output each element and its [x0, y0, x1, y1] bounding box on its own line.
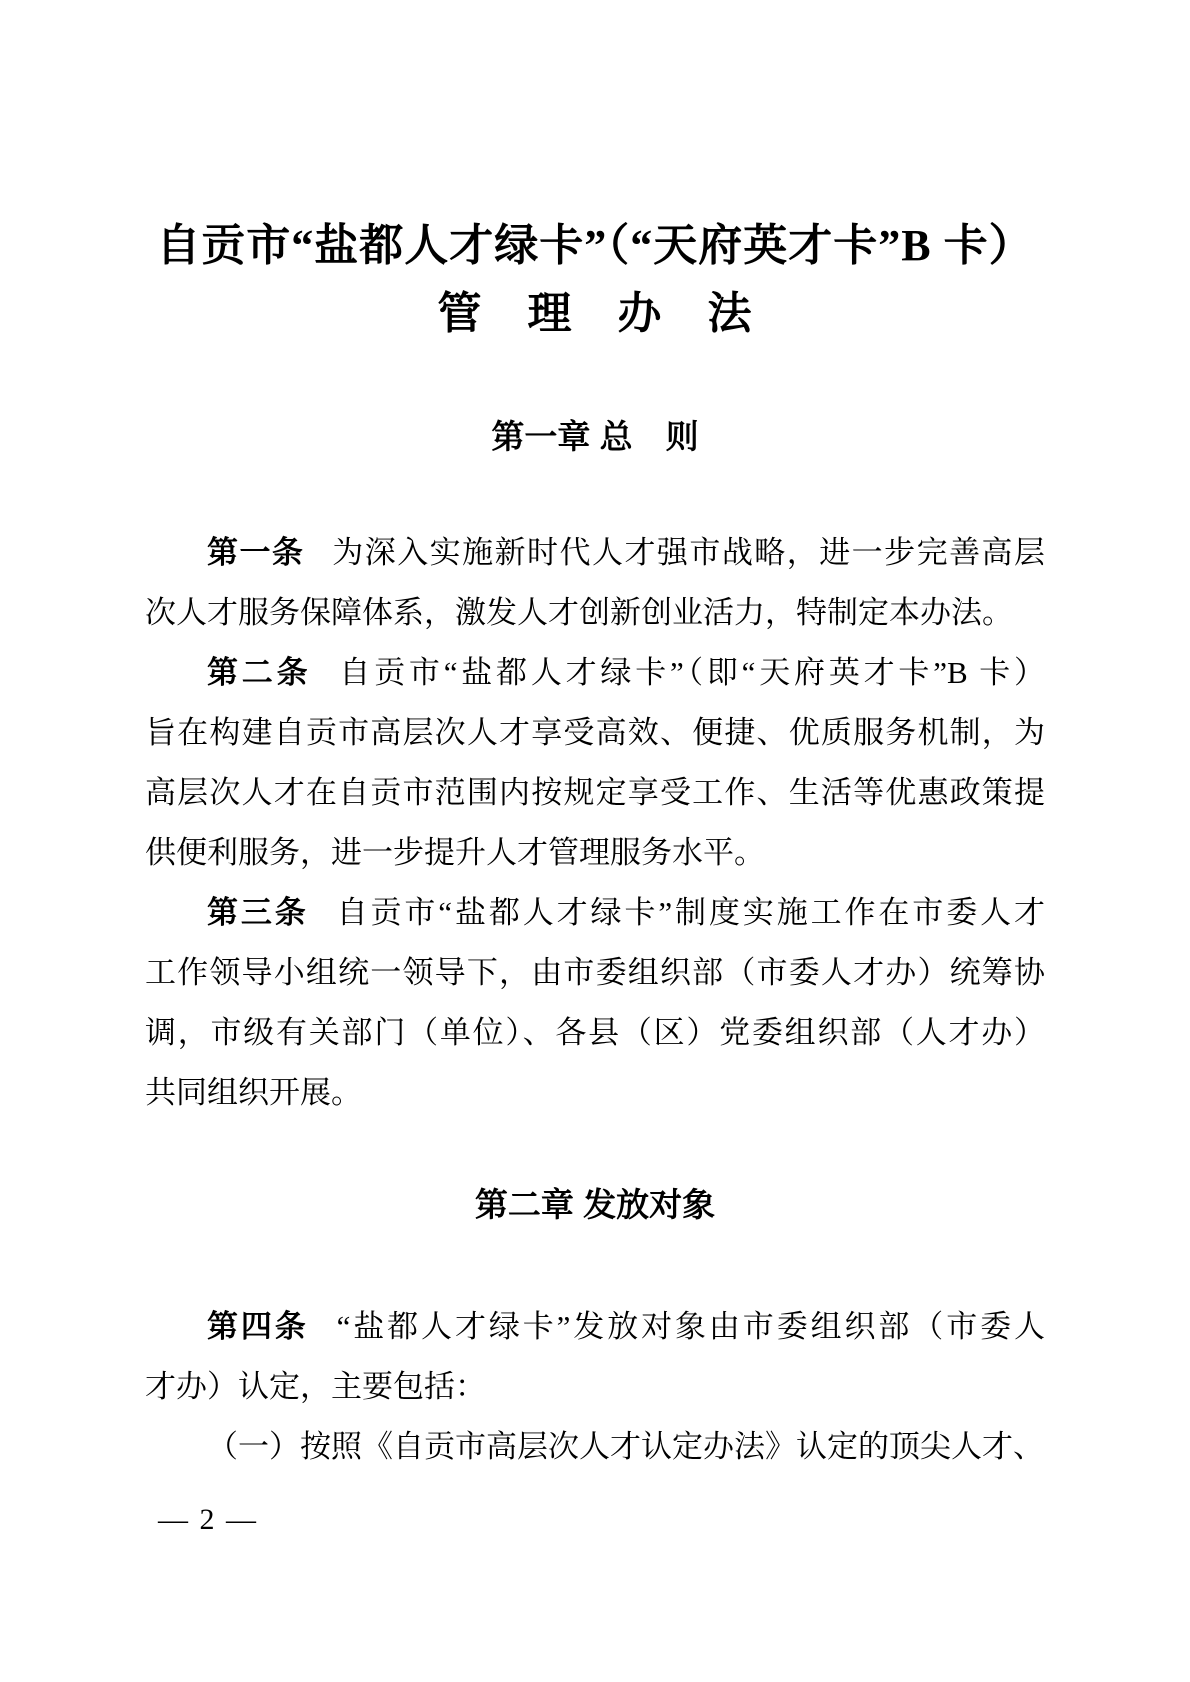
article-2-paragraph: [145, 643, 1045, 883]
article-3-text-1: 自贡市“盐都人才绿卡”制度实施工作在市委人才: [336, 895, 1045, 930]
article-2-line-2: 旨在构建自贡市高层次人才享受高效、便捷、优质服务机制，为: [145, 715, 1045, 750]
article-1-line-2: 次人才服务保障体系，激发人才创新创业活力，特制定本办法。: [145, 595, 1013, 630]
article-3-line-3: 调，市级有关部门（单位）、各县（区）党委组织部（人才办）: [145, 1015, 1045, 1050]
list-item-1-line-1: （一）按照《自贡市高层次人才认定办法》认定的顶尖人才、: [207, 1429, 1044, 1464]
article-2-line-3: 高层次人才在自贡市范围内按规定享受工作、生活等优惠政策提: [145, 775, 1045, 810]
article-4-line-1: [145, 1297, 1045, 1357]
article-3-label: 第三条: [207, 895, 309, 930]
document-title: [0, 212, 1190, 348]
article-4-paragraph: [145, 1297, 1045, 1417]
article-1-text-1: 为深入实施新时代人才强市战略，进一步完善高层: [332, 535, 1045, 570]
article-2-line-1: [145, 643, 1045, 703]
chapter-2-heading: 第二章 发放对象: [474, 1186, 716, 1223]
article-4-line-2: 才办）认定，主要包括：: [145, 1369, 486, 1404]
article-3-line-1: [145, 883, 1045, 943]
document-title-line-1: 自贡市“盐都人才绿卡”（“天府英才卡”B 卡）: [156, 221, 1034, 270]
chapter-1-heading: 第一章 总 则: [491, 418, 699, 455]
article-1-label: 第一条: [207, 535, 305, 570]
article-3-line-4: 共同组织开展。: [145, 1075, 362, 1110]
article-3-paragraph: [145, 883, 1045, 1123]
article-3-line-2: 工作领导小组统一领导下，由市委组织部（市委人才办）统筹协: [145, 955, 1045, 990]
article-1-line-1: [145, 523, 1045, 583]
article-4-label: 第四条: [207, 1309, 309, 1344]
article-4-text-1: “盐都人才绿卡”发放对象由市委组织部（市委人: [336, 1309, 1045, 1344]
article-2-label: 第二条: [207, 655, 312, 690]
article-2-text-1: 自贡市“盐都人才绿卡”（即“天府英才卡”B 卡）: [339, 655, 1046, 690]
page-number-footer: — 2 —: [158, 1503, 256, 1536]
article-2-line-4: 供便利服务，进一步提升人才管理服务水平。: [145, 835, 765, 870]
list-item-1-paragraph: [145, 1417, 1045, 1477]
document-title-line-2: 管 理 办 法: [437, 289, 753, 338]
article-1-paragraph: [145, 523, 1045, 643]
